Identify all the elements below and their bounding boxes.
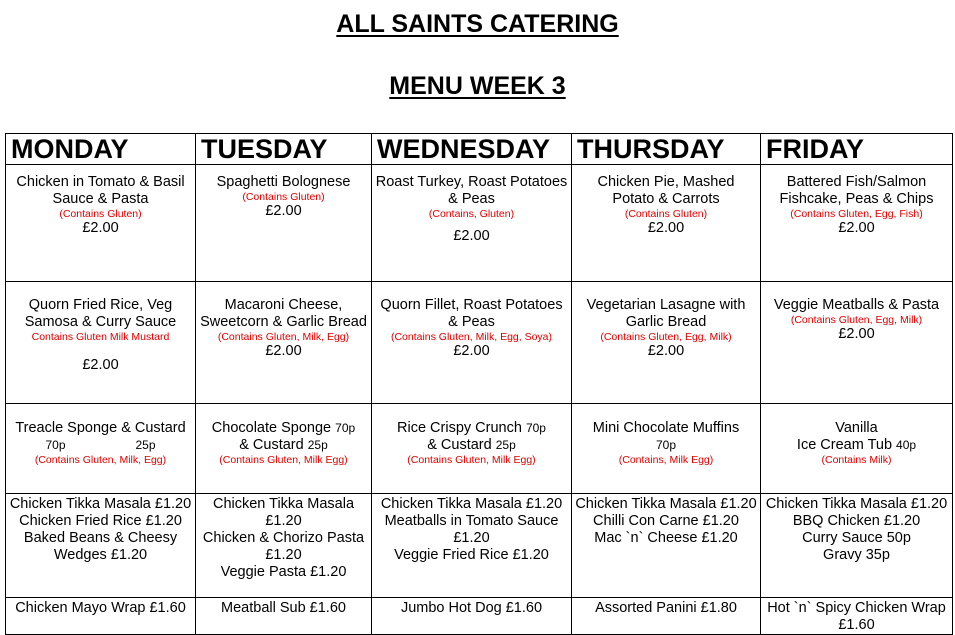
allergen-note: Contains Gluten Milk Mustard [31,331,170,343]
dish-price: £2.00 [82,220,119,236]
day-header-tuesday: TUESDAY [196,134,372,165]
dish-price: 40p [896,438,917,452]
menu-cell-friday [761,282,953,404]
menu-cell-tuesday [196,404,372,494]
grab-and-go-row [6,598,953,635]
custard-price: 25p [135,438,156,452]
allergen-note: (Contains Gluten, Egg, Milk) [790,314,923,326]
allergen-note: (Contains Gluten) [242,191,325,203]
menu-cell-tuesday [196,494,372,598]
menu-item: Baked Beans & Cheesy Wedges £1.20 [23,530,178,563]
vegetarian-meal-row [6,282,953,404]
allergen-note: (Contains Gluten, Milk Egg) [407,454,536,466]
day-header-monday: MONDAY [6,134,196,165]
page-title: ALL SAINTS CATERING [336,10,619,38]
dish-price: £2.00 [647,220,685,236]
menu-item: Chicken Tikka Masala £1.20 [212,496,355,529]
menu-item: Chicken Tikka Masala £1.20 [380,496,563,512]
dish-line [375,437,568,454]
menu-item: Chilli Con Carne £1.20 [593,513,739,529]
menu-cell-monday [6,404,196,494]
menu-table [5,133,953,635]
allergen-note: (Contains Gluten, Milk Egg) [219,454,348,466]
menu-item: Veggie Fried Rice £1.20 [394,547,549,563]
menu-cell-friday [761,165,953,282]
menu-cell-friday: Hot `n` Spicy Chicken Wrap £1.60 [761,598,953,635]
dish-line [375,420,568,437]
menu-cell-monday: Chicken Mayo Wrap £1.60 [6,598,196,635]
menu-cell-tuesday [196,165,372,282]
dish-name: Vegetarian Lasagne with Garlic Bread [586,297,746,330]
day-header-thursday: THURSDAY [572,134,761,165]
menu-cell-tuesday [196,282,372,404]
dish-price: £2.00 [647,343,685,359]
dish-price: £2.00 [265,343,302,359]
menu-item: Curry Sauce 50p [802,530,911,546]
dish-name: Chocolate Sponge [211,420,332,436]
dish-price: 25p [495,438,516,452]
allergen-note: (Contains Gluten, Milk, Egg) [217,331,350,343]
dish-price: £2.00 [265,203,302,219]
dish-name: Roast Turkey, Roast Potatoes & Peas [375,174,568,207]
menu-cell-wednesday [372,494,572,598]
menu-week-title: MENU WEEK 3 [389,72,566,100]
menu-cell-wednesday: Jumbo Hot Dog £1.60 [372,598,572,635]
dish-name: Rice Crispy Crunch [397,420,522,436]
dish-name: & Custard [239,437,304,453]
menu-item: Chicken Tikka Masala £1.20 [9,496,192,512]
dish-price: 25p [307,438,328,452]
menu-cell-wednesday [372,404,572,494]
menu-cell-thursday [572,404,761,494]
allergen-note: (Contains Gluten) [59,208,142,220]
allergen-note: (Contains Gluten, Egg, Milk) [600,331,732,343]
dish-line [764,437,949,454]
dish-price: £2.00 [838,220,875,236]
menu-cell-thursday [572,494,761,598]
dish-name: Quorn Fried Rice, Veg Samosa & Curry Sauce [24,297,177,330]
allergen-note: (Contains, Gluten) [428,208,515,220]
dish-name: Treacle Sponge & Custard [15,420,186,436]
dish-name: Quorn Fillet, Roast Potatoes & Peas [380,297,563,330]
allergen-note: (Contains Gluten, Milk, Egg) [34,454,167,466]
allergen-note: (Contains Milk) [821,454,892,466]
dish-price: £2.00 [82,357,119,373]
menu-cell-thursday: Assorted Panini £1.80 [572,598,761,635]
menu-cell-monday [6,165,196,282]
allergen-note: (Contains, Milk Egg) [618,454,714,466]
dish-name: Mini Chocolate Muffins [592,420,740,436]
menu-cell-wednesday [372,165,572,282]
day-header-friday: FRIDAY [761,134,953,165]
menu-cell-thursday [572,165,761,282]
dish-name: Chicken Pie, Mashed Potato & Carrots [597,174,735,207]
dish-price: £2.00 [838,326,875,342]
sponge-price: 70p [45,438,66,452]
spacer [9,343,192,357]
menu-item: Chicken Tikka Masala £1.20 [575,496,757,512]
menu-cell-friday [761,494,953,598]
dish-price: 70p [525,421,546,435]
dish-price: 70p [655,438,677,452]
main-meal-row [6,165,953,282]
dish-prices [9,437,192,454]
dish-price: £2.00 [453,343,490,359]
dish-price: £2.00 [453,228,490,244]
menu-item: Meatballs in Tomato Sauce £1.20 [384,513,559,546]
dish-name: Spaghetti Bolognese [216,174,351,190]
menu-cell-monday [6,494,196,598]
menu-item: Mac `n` Cheese £1.20 [594,530,738,546]
dish-line [199,420,368,437]
specials-row [6,494,953,598]
allergen-note: (Contains Gluten, Milk, Egg, Soya) [390,331,553,343]
menu-item: Chicken & Chorizo Pasta £1.20 [202,530,365,563]
menu-cell-thursday [572,282,761,404]
dish-name: Ice Cream Tub [796,437,893,453]
day-header-row [6,134,953,165]
menu-cell-wednesday [372,282,572,404]
menu-item: Chicken Tikka Masala £1.20 [765,496,948,512]
dish-name: & Custard [427,437,492,453]
dish-name: Battered Fish/Salmon Fishcake, Peas & Chips [779,174,934,207]
menu-item: Chicken Fried Rice £1.20 [19,513,182,529]
menu-item: BBQ Chicken £1.20 [792,513,921,529]
menu-cell-monday [6,282,196,404]
menu-cell-friday [761,404,953,494]
menu-cell-tuesday: Meatball Sub £1.60 [196,598,372,635]
dish-name: Veggie Meatballs & Pasta [773,297,940,313]
menu-item: Gravy 35p [823,547,890,563]
menu-item: Veggie Pasta £1.20 [220,564,347,580]
day-header-wednesday: WEDNESDAY [372,134,572,165]
dish-line [199,437,368,454]
dessert-row [6,404,953,494]
allergen-note: (Contains Gluten) [624,208,708,220]
dish-price: 70p [335,421,356,435]
dish-name: Macaroni Cheese, Sweetcorn & Garlic Bread [200,297,367,330]
dish-name: Vanilla [835,420,878,436]
dish-name: Chicken in Tomato & Basil Sauce & Pasta [16,174,185,207]
allergen-note: (Contains Gluten, Egg, Fish) [790,208,923,220]
